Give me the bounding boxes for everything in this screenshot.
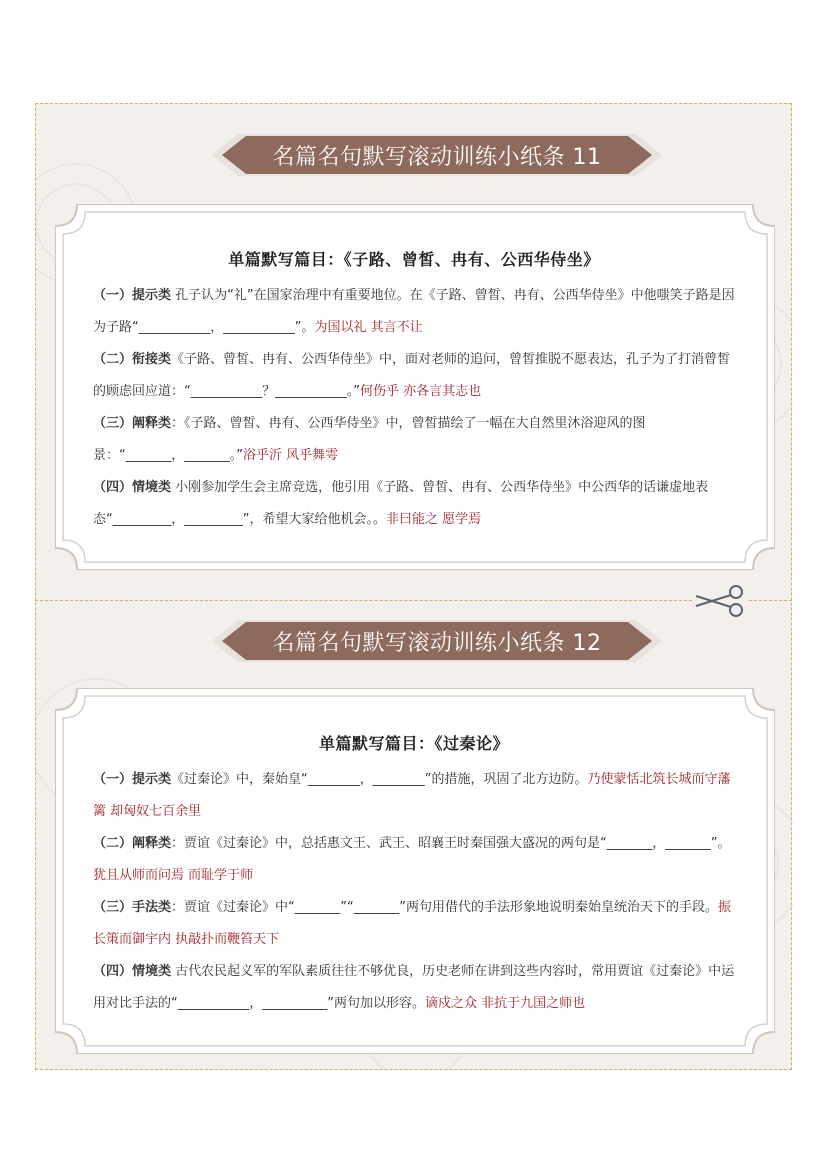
section2-banner (212, 614, 662, 668)
question-text: 小刚参加学生会主席竞选，他引用《子路、曾皙、冉有、公西华侍坐》中公西华的话谦虚地表态“_________，_________”，希望大家给他机会。。 (93, 480, 709, 527)
scissors-icon (692, 584, 748, 618)
section2-question-1 (93, 764, 735, 828)
question-text: 古代农民起义军的军队素质往往不够优良，历史老师在讲到这些内容时，常用贾谊《过秦论》中运用对比手法的“___________，__________”两句加以形容。 (93, 964, 735, 1011)
section2-card (55, 688, 775, 1054)
answer-text: 犹且从师而问焉 而耻学于师 (93, 868, 254, 883)
question-tag: （一）提示类 (93, 772, 172, 787)
answer-text: 谪戍之众 非抗于九国之师也 (424, 996, 586, 1011)
question-text: 《子路、曾皙、冉有、公西华侍坐》中，面对老师的追问，曾皙推脱不愿表达，孔子为了打消曾皙的顾虑回应道：“___________？___________。” (93, 352, 731, 399)
answer-text: 非曰能之 愿学焉 (385, 512, 482, 527)
question-tag: （三）阐释类 (93, 416, 172, 431)
section2-question-2 (93, 828, 735, 892)
section1-banner-text: 名篇名句默写滚动训练小纸条 11 (272, 144, 602, 170)
question-text: ：贾谊《过秦论》中“_______”“_______”两句用借代的手法形象地说明秦始皇统治天下的手段。 (171, 900, 718, 915)
answer-text: 为国以礼 其言不让 (314, 320, 423, 335)
question-tag: （二）阐释类 (93, 836, 172, 851)
section1-content (93, 244, 735, 536)
section1-question-3 (93, 408, 735, 472)
question-text: 《过秦论》中，秦始皇“________，________”的措施，巩固了北方边防。 (171, 772, 588, 787)
section1-banner (212, 128, 662, 182)
question-tag: （四）情境类 (93, 480, 172, 495)
section1-question-1 (93, 280, 735, 344)
section2-content (93, 728, 735, 1020)
question-tag: （一）提示类 (93, 288, 172, 303)
section2-question-3 (93, 892, 735, 956)
question-text: 孔子认为“礼”在国家治理中有重要地位。在《子路、曾皙、冉有、公西华侍坐》中他嗤笑子路是因为子路“___________，___________”。 (93, 288, 735, 335)
question-text: ：《子路、曾皙、冉有、公西华侍坐》中，曾皙描绘了一幅在大自然里沐浴迎风的图景：“_______，_______。” (93, 416, 646, 463)
answer-text: 乃使蒙恬北筑长城而守藩篱 却匈奴七百余里 (93, 772, 731, 819)
section1-question-4 (93, 472, 735, 536)
question-tag: （三）手法类 (93, 900, 172, 915)
section1-question-2 (93, 344, 735, 408)
answer-text: 何伤乎 亦各言其志也 (359, 384, 482, 399)
section2-title: 单篇默写篇目：《过秦论》 (318, 734, 509, 753)
section2-question-4 (93, 956, 735, 1020)
section2-banner-text: 名篇名句默写滚动训练小纸条 12 (272, 630, 602, 656)
section1-title: 单篇默写篇目：《子路、曾皙、冉有、公西华侍坐》 (228, 250, 600, 269)
section1-card (55, 204, 775, 570)
question-tag: （四）情境类 (93, 964, 172, 979)
question-tag: （二）衔接类 (93, 352, 172, 367)
question-text: ：贾谊《过秦论》中，总括惠文王、武王、昭襄王时秦国强大盛况的两句是“_______，_______”。 (171, 836, 731, 851)
answer-text: 浴乎沂 风乎舞雩 (242, 448, 339, 463)
cut-line (35, 600, 792, 601)
answer-text: 振长策而御宇内 执敲扑而鞭笞天下 (93, 900, 731, 947)
